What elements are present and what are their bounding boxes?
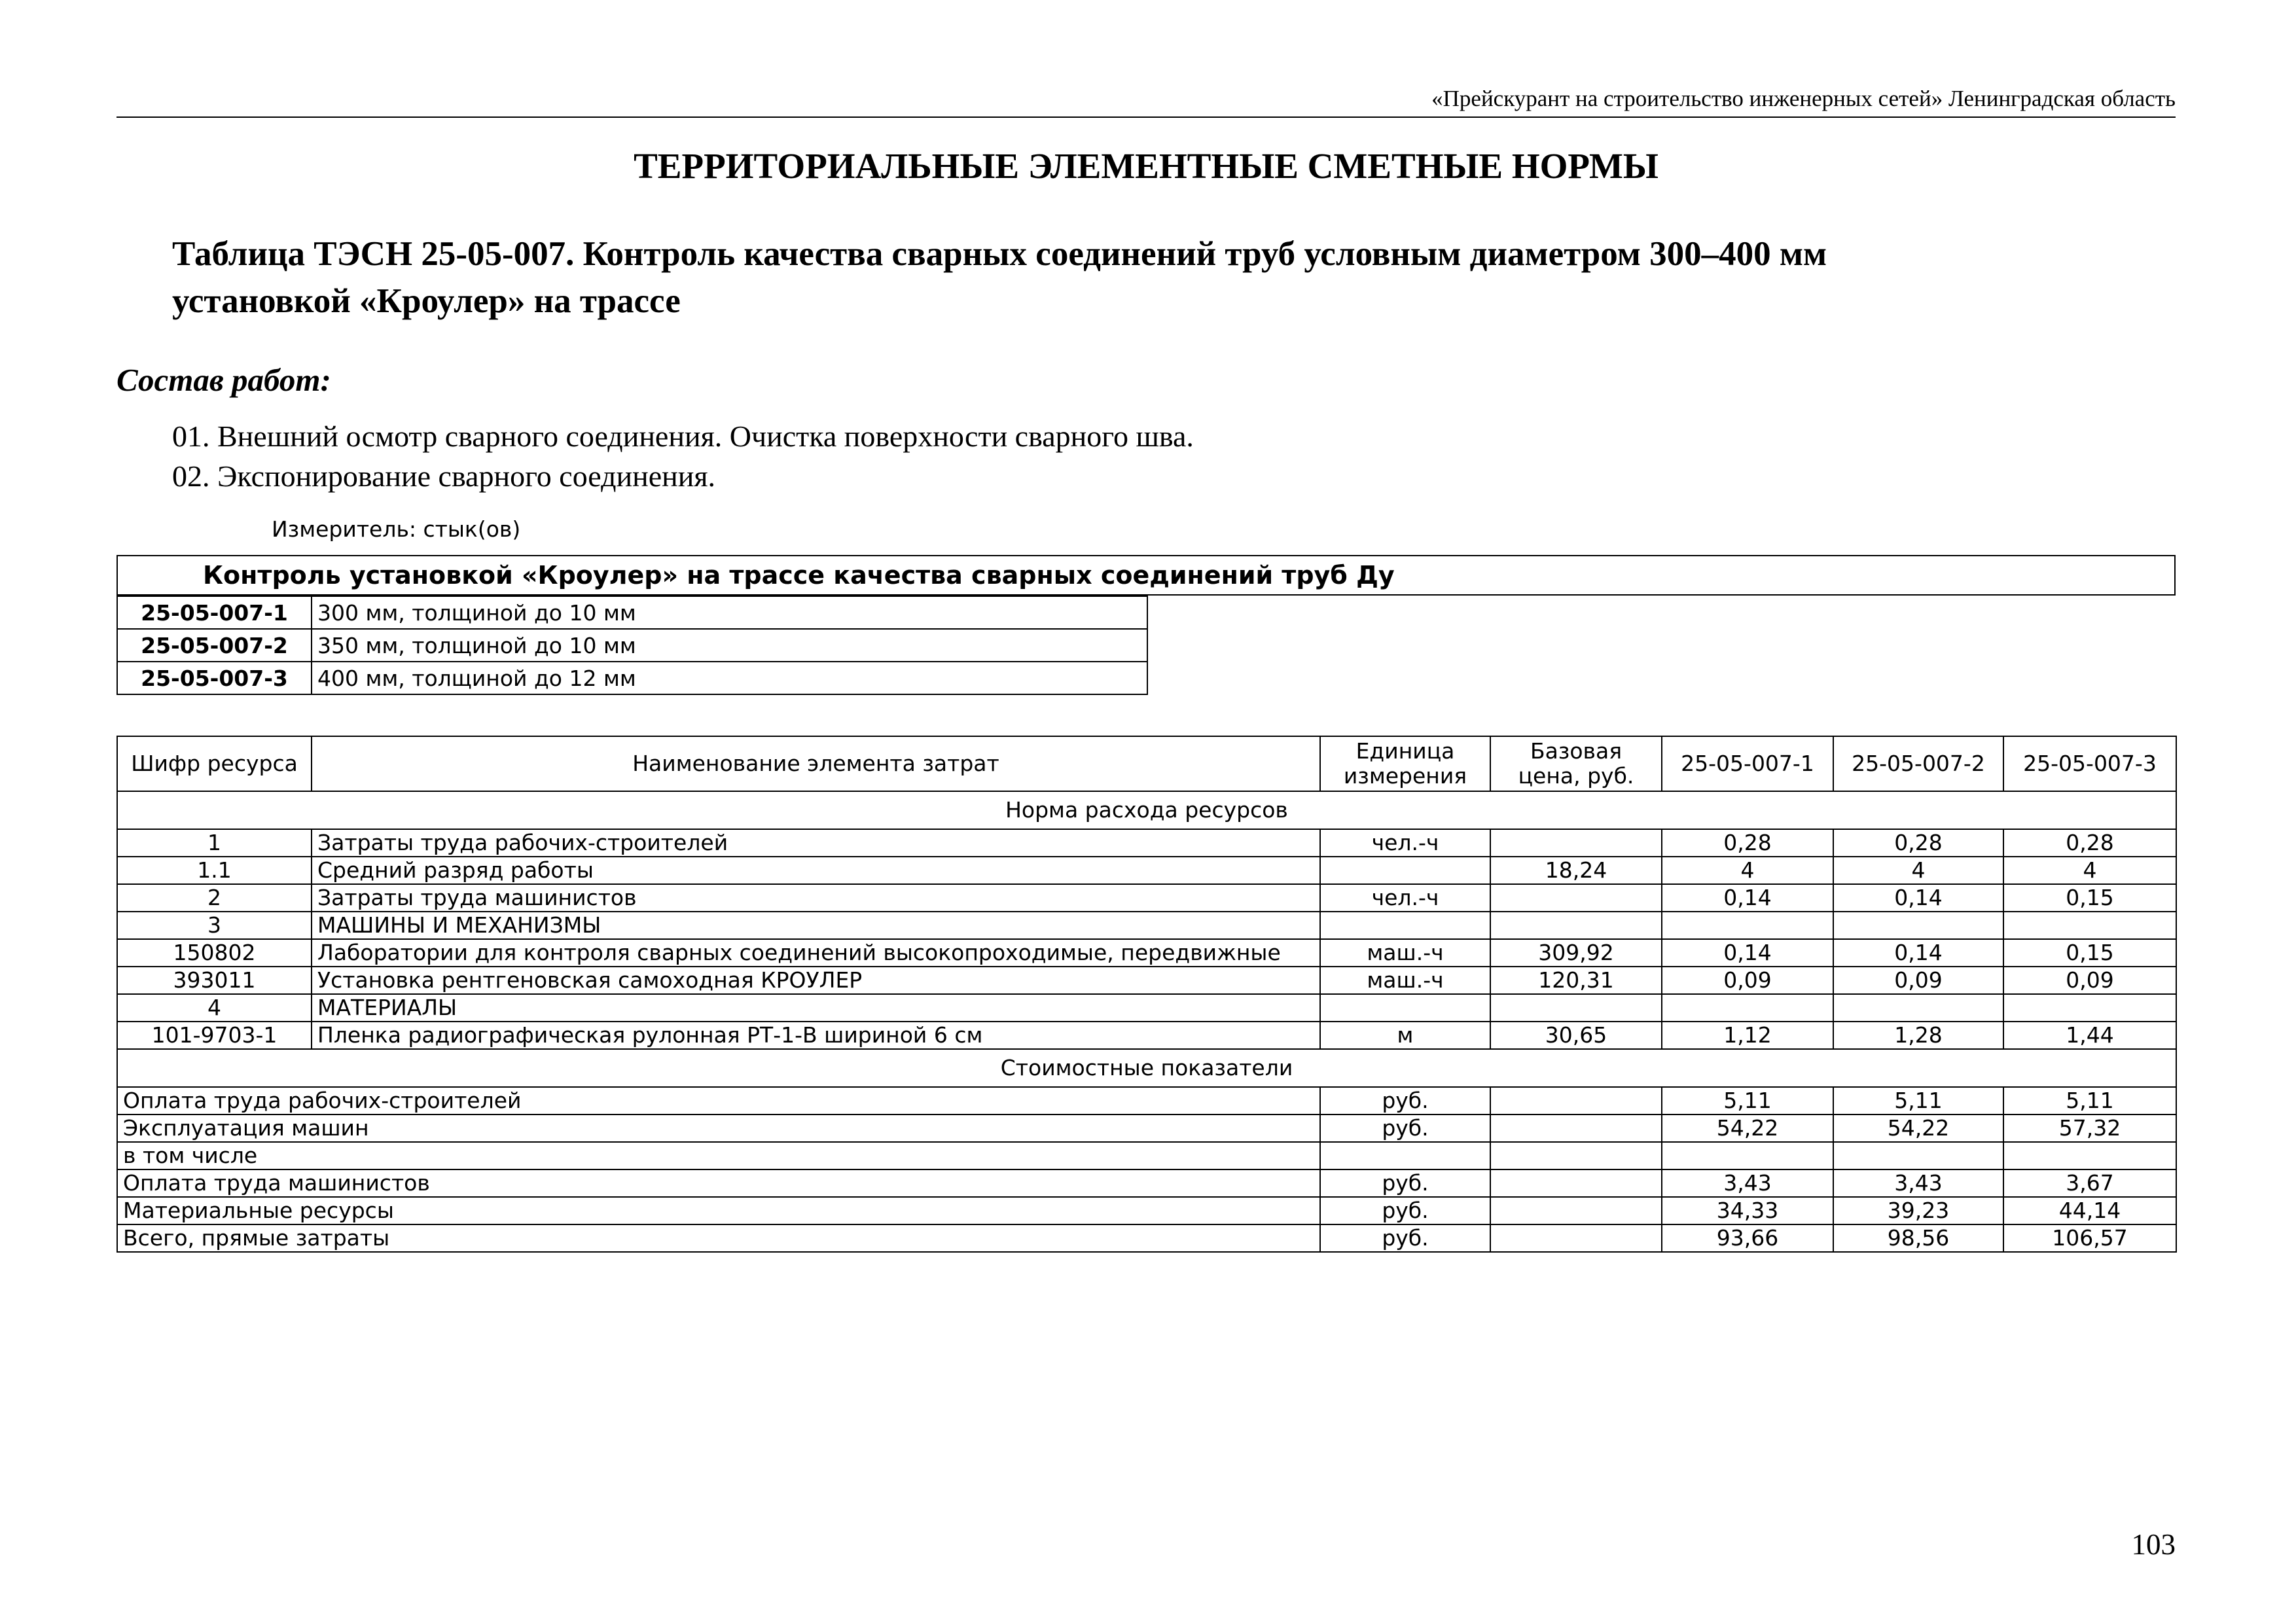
table-row	[117, 912, 2176, 939]
header-unit: Единица измерения	[1320, 736, 1490, 791]
cell-unit	[1320, 994, 1490, 1022]
work-item: 02. Экспонирование сварного соединения.	[172, 459, 716, 493]
table-row	[117, 857, 2176, 884]
control-row	[117, 662, 1147, 694]
section-title: Стоимостные показатели	[117, 1049, 2176, 1087]
cell-v1: 4	[1662, 857, 1833, 884]
cell-name: Эксплуатация машин	[117, 1115, 1320, 1142]
cell-code: 3	[117, 912, 312, 939]
cell-v2: 4	[1833, 857, 2003, 884]
cell-name: Средний разряд работы	[312, 857, 1320, 884]
cell-code: 1.1	[117, 857, 312, 884]
cell-price: 30,65	[1490, 1022, 1662, 1049]
cell-v3: 0,09	[2003, 967, 2176, 994]
table-row	[117, 1197, 2176, 1224]
control-code: 25-05-007-3	[117, 662, 312, 694]
cell-unit: руб.	[1320, 1115, 1490, 1142]
cell-v2: 54,22	[1833, 1115, 2003, 1142]
cell-v2: 0,14	[1833, 884, 2003, 912]
cell-v1: 3,43	[1662, 1169, 1833, 1197]
cell-v2	[1833, 1142, 2003, 1169]
cell-v3: 106,57	[2003, 1224, 2176, 1252]
cell-unit: маш.-ч	[1320, 967, 1490, 994]
cell-price	[1490, 829, 1662, 857]
header-col2: 25-05-007-2	[1833, 736, 2003, 791]
table-header-row	[117, 736, 2176, 791]
control-desc: 350 мм, толщиной до 10 мм	[312, 629, 1147, 662]
cell-v1: 54,22	[1662, 1115, 1833, 1142]
cell-v3: 1,44	[2003, 1022, 2176, 1049]
cell-v2	[1833, 994, 2003, 1022]
cell-v1: 0,14	[1662, 939, 1833, 967]
cell-price	[1490, 1197, 1662, 1224]
header-col1: 25-05-007-1	[1662, 736, 1833, 791]
cell-code: 393011	[117, 967, 312, 994]
table-row	[117, 1169, 2176, 1197]
cell-v2: 98,56	[1833, 1224, 2003, 1252]
cell-code: 4	[117, 994, 312, 1022]
header-code: Шифр ресурса	[117, 736, 312, 791]
cell-v3: 57,32	[2003, 1115, 2176, 1142]
cell-v3: 4	[2003, 857, 2176, 884]
table-title-line-1: Таблица ТЭСН 25-05-007. Контроль качества сварных соединений труб условным диаметром 300–400 мм	[172, 235, 1827, 273]
cell-v1: 0,14	[1662, 884, 1833, 912]
cell-price	[1490, 884, 1662, 912]
cell-v2: 0,28	[1833, 829, 2003, 857]
cell-unit: чел.-ч	[1320, 829, 1490, 857]
cell-unit: руб.	[1320, 1197, 1490, 1224]
cell-price: 18,24	[1490, 857, 1662, 884]
control-code: 25-05-007-1	[117, 596, 312, 629]
cell-v1: 1,12	[1662, 1022, 1833, 1049]
table-row	[117, 939, 2176, 967]
cell-v3	[2003, 912, 2176, 939]
table-row	[117, 1022, 2176, 1049]
cell-code: 101-9703-1	[117, 1022, 312, 1049]
table-row	[117, 1087, 2176, 1115]
cell-v2	[1833, 912, 2003, 939]
resources-table	[117, 736, 2177, 1253]
cell-code: 150802	[117, 939, 312, 967]
cell-name: МАТЕРИАЛЫ	[312, 994, 1320, 1022]
cell-name: Установка рентгеновская самоходная КРОУЛЕР	[312, 967, 1320, 994]
cell-name: Оплата труда машинистов	[117, 1169, 1320, 1197]
cell-code: 1	[117, 829, 312, 857]
cell-price	[1490, 1169, 1662, 1197]
cell-unit	[1320, 912, 1490, 939]
cell-v1: 34,33	[1662, 1197, 1833, 1224]
cell-v3: 3,67	[2003, 1169, 2176, 1197]
cell-v3: 0,28	[2003, 829, 2176, 857]
cell-v1: 0,28	[1662, 829, 1833, 857]
cell-price	[1490, 1142, 1662, 1169]
cell-v3: 0,15	[2003, 884, 2176, 912]
cell-unit	[1320, 857, 1490, 884]
table-row	[117, 829, 2176, 857]
cell-v1: 93,66	[1662, 1224, 1833, 1252]
cell-name: Затраты труда машинистов	[312, 884, 1320, 912]
cell-v3	[2003, 1142, 2176, 1169]
cell-v2: 0,09	[1833, 967, 2003, 994]
header-name: Наименование элемента затрат	[312, 736, 1320, 791]
cell-v2: 1,28	[1833, 1022, 2003, 1049]
control-code: 25-05-007-2	[117, 629, 312, 662]
cell-price	[1490, 1087, 1662, 1115]
cell-unit: руб.	[1320, 1224, 1490, 1252]
control-desc: 400 мм, толщиной до 12 мм	[312, 662, 1147, 694]
cell-name: Всего, прямые затраты	[117, 1224, 1320, 1252]
cell-unit: руб.	[1320, 1169, 1490, 1197]
cell-unit: руб.	[1320, 1087, 1490, 1115]
cell-unit: м	[1320, 1022, 1490, 1049]
cell-v3: 0,15	[2003, 939, 2176, 967]
section-title: Норма расхода ресурсов	[117, 791, 2176, 829]
page-title: ТЕРРИТОРИАЛЬНЫЕ ЭЛЕМЕНТНЫЕ СМЕТНЫЕ НОРМЫ	[634, 146, 1659, 186]
cell-v1: 0,09	[1662, 967, 1833, 994]
control-desc: 300 мм, толщиной до 10 мм	[312, 596, 1147, 629]
cell-unit: чел.-ч	[1320, 884, 1490, 912]
cell-v3	[2003, 994, 2176, 1022]
cell-name: Пленка радиографическая рулонная РТ-1-В шириной 6 см	[312, 1022, 1320, 1049]
header-price: Базовая цена, руб.	[1490, 736, 1662, 791]
cell-name: Оплата труда рабочих-строителей	[117, 1087, 1320, 1115]
cell-name: Лаборатории для контроля сварных соединений высокопроходимые, передвижные	[312, 939, 1320, 967]
table-row	[117, 1115, 2176, 1142]
table-row	[117, 884, 2176, 912]
table-row	[117, 967, 2176, 994]
work-item: 01. Внешний осмотр сварного соединения. Очистка поверхности сварного шва.	[172, 419, 1194, 453]
cell-price: 309,92	[1490, 939, 1662, 967]
cell-code: 2	[117, 884, 312, 912]
header-divider	[117, 116, 2176, 118]
cell-v2: 3,43	[1833, 1169, 2003, 1197]
page-number: 103	[2131, 1528, 2176, 1561]
cell-price	[1490, 912, 1662, 939]
cell-v3: 44,14	[2003, 1197, 2176, 1224]
cell-v2: 0,14	[1833, 939, 2003, 967]
cell-price	[1490, 1224, 1662, 1252]
control-row	[117, 629, 1147, 662]
cell-name: Материальные ресурсы	[117, 1197, 1320, 1224]
cell-v1	[1662, 1142, 1833, 1169]
cell-name: в том числе	[117, 1142, 1320, 1169]
table-title-line-2: установкой «Кроулер» на трассе	[172, 282, 681, 320]
table-title	[172, 230, 2070, 325]
cell-name: МАШИНЫ И МЕХАНИЗМЫ	[312, 912, 1320, 939]
cell-v1: 5,11	[1662, 1087, 1833, 1115]
cell-v3: 5,11	[2003, 1087, 2176, 1115]
cell-v2: 39,23	[1833, 1197, 2003, 1224]
section-row	[117, 1049, 2176, 1087]
cell-v1	[1662, 912, 1833, 939]
measure-unit: Измеритель: стык(ов)	[272, 516, 521, 542]
running-header: «Прейскурант на строительство инженерных сетей» Ленинградская область	[1431, 86, 2176, 111]
table-row	[117, 1224, 2176, 1252]
table-row	[117, 1142, 2176, 1169]
cell-unit	[1320, 1142, 1490, 1169]
cell-name: Затраты труда рабочих-строителей	[312, 829, 1320, 857]
cell-v2: 5,11	[1833, 1087, 2003, 1115]
control-row	[117, 596, 1147, 629]
cell-price	[1490, 994, 1662, 1022]
table-row	[117, 994, 2176, 1022]
control-heading: Контроль установкой «Кроулер» на трассе качества сварных соединений труб Ду	[117, 555, 2176, 596]
cell-price: 120,31	[1490, 967, 1662, 994]
works-heading: Состав работ:	[117, 362, 331, 398]
header-col3: 25-05-007-3	[2003, 736, 2176, 791]
cell-unit: маш.-ч	[1320, 939, 1490, 967]
cell-v1	[1662, 994, 1833, 1022]
cell-price	[1490, 1115, 1662, 1142]
section-row	[117, 791, 2176, 829]
control-table	[117, 596, 1148, 695]
